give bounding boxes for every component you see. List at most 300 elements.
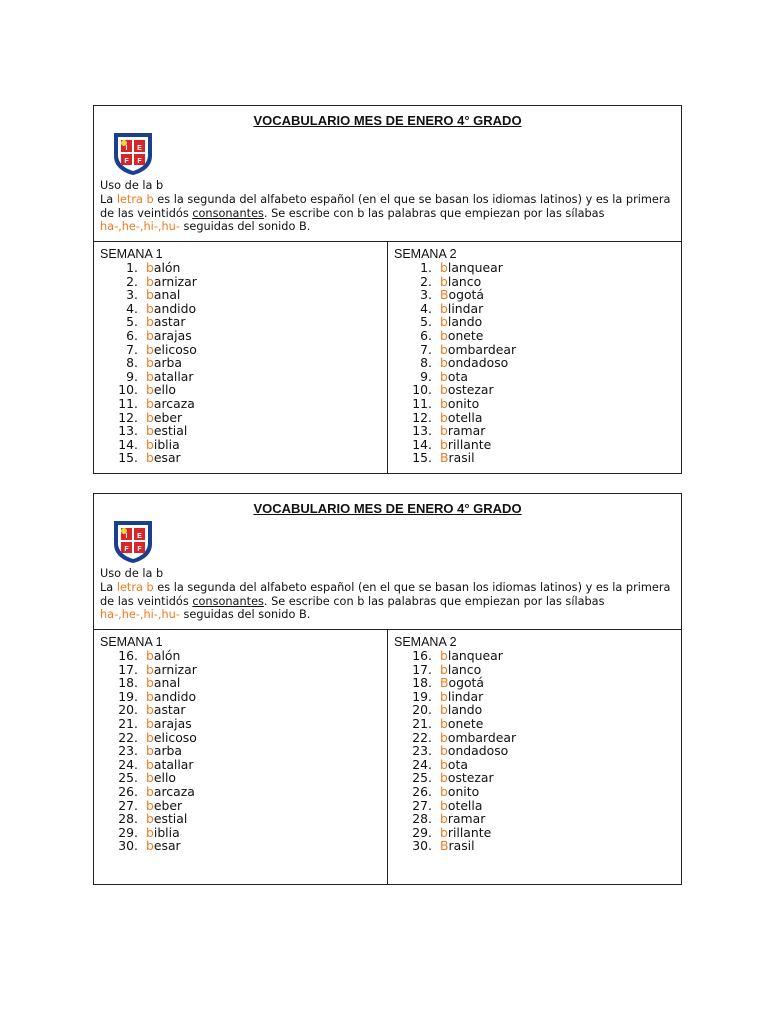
item-number: 7. <box>126 341 138 357</box>
word-rest: onito <box>447 395 480 411</box>
vocabulary-word <box>146 302 196 316</box>
list-item <box>394 839 681 853</box>
word-first-letter: b <box>146 702 154 718</box>
svg-text:F: F <box>124 158 129 165</box>
word-rest: lanquear <box>447 648 503 663</box>
list-item <box>100 799 387 813</box>
item-number: 13. <box>412 423 432 439</box>
word-rest: andido <box>153 688 197 704</box>
word-rest: ondadoso <box>447 355 509 371</box>
list-item <box>100 703 387 717</box>
svg-text:F: F <box>137 158 142 165</box>
item-number: 11. <box>412 395 432 411</box>
word-first-letter: b <box>146 327 154 343</box>
page-title: VOCABULARIO MES DE ENERO 4° GRADO <box>253 113 522 128</box>
vocabulary-word <box>146 799 182 813</box>
word-list <box>100 649 387 853</box>
item-number: 2. <box>126 273 138 289</box>
vocabulary-word <box>146 261 180 275</box>
word-rest: onete <box>447 327 484 343</box>
word-rest: lanco <box>447 661 482 677</box>
highlight-letra-b: letra b <box>116 580 154 594</box>
list-item <box>100 744 387 758</box>
word-first-letter: b <box>440 436 448 452</box>
vocabulary-word <box>440 356 508 370</box>
item-number: 21. <box>118 715 138 731</box>
item-number: 2. <box>420 273 432 289</box>
vocabulary-word <box>146 397 195 411</box>
word-rest: estial <box>153 811 188 827</box>
word-first-letter: b <box>440 783 448 799</box>
word-first-letter: b <box>146 409 154 425</box>
word-rest: estial <box>153 423 188 439</box>
vocabulary-word <box>440 771 494 785</box>
list-item <box>100 383 387 397</box>
word-rest: otella <box>447 409 483 425</box>
vocabulary-word <box>146 649 180 663</box>
item-number: 27. <box>412 797 432 813</box>
item-number: 27. <box>118 797 138 813</box>
week-column <box>387 630 681 884</box>
list-item <box>100 356 387 370</box>
item-number: 6. <box>420 327 432 343</box>
word-first-letter: b <box>146 314 154 330</box>
vocabulary-word <box>146 758 194 772</box>
vocabulary-word <box>440 424 485 438</box>
vocabulary-word <box>440 663 481 677</box>
week-column <box>387 242 681 473</box>
word-rest: lindar <box>447 688 484 704</box>
word-first-letter: b <box>440 260 448 275</box>
word-first-letter: b <box>440 729 448 745</box>
word-first-letter: b <box>440 688 448 704</box>
list-item <box>100 839 387 853</box>
intro-text-1: La <box>100 580 117 594</box>
word-first-letter: b <box>440 355 448 371</box>
list-item <box>100 731 387 745</box>
word-rest: anal <box>153 675 181 691</box>
vocabulary-word <box>440 315 482 329</box>
week-column <box>94 630 387 884</box>
word-first-letter: b <box>440 314 448 330</box>
word-first-letter: b <box>146 648 154 663</box>
item-number: 3. <box>126 287 138 303</box>
list-item <box>100 302 387 316</box>
item-number: 8. <box>420 355 432 371</box>
item-number: 14. <box>412 436 432 452</box>
item-number: 13. <box>118 423 138 439</box>
list-item <box>100 288 387 302</box>
word-first-letter: b <box>146 811 154 827</box>
item-number: 19. <box>118 688 138 704</box>
vocabulary-word <box>146 438 180 452</box>
word-rest: arcaza <box>153 395 195 411</box>
vocabulary-word <box>146 812 187 826</box>
item-number: 18. <box>118 675 138 691</box>
word-first-letter: b <box>146 838 154 854</box>
word-first-letter: b <box>146 756 154 772</box>
week-column <box>94 242 387 473</box>
vocabulary-word <box>440 649 503 663</box>
vocabulary-word <box>146 771 176 785</box>
item-number: 19. <box>412 688 432 704</box>
list-item <box>394 261 681 275</box>
intro-heading: Uso de la b <box>100 179 164 192</box>
word-first-letter: b <box>440 327 448 343</box>
word-first-letter: b <box>440 743 448 759</box>
list-item <box>394 744 681 758</box>
word-rest: ota <box>447 756 468 772</box>
word-first-letter: b <box>440 648 448 663</box>
item-number: 9. <box>126 368 138 384</box>
list-item <box>394 649 681 663</box>
word-first-letter: b <box>146 688 154 704</box>
vocabulary-word <box>146 411 182 425</box>
highlight-syllables: ha-,he-,hi-,hu- <box>100 608 180 622</box>
vocabulary-word <box>440 703 482 717</box>
word-rest: onito <box>447 783 480 799</box>
vocabulary-word <box>146 744 182 758</box>
word-rest: anal <box>153 287 181 303</box>
vocabulary-word <box>146 315 185 329</box>
word-rest: astar <box>153 702 186 718</box>
vocabulary-word <box>146 785 195 799</box>
item-number: 16. <box>118 648 138 663</box>
vocabulary-word <box>146 356 182 370</box>
vocabulary-word <box>440 370 468 384</box>
word-first-letter: b <box>440 368 448 384</box>
list-item <box>394 703 681 717</box>
item-number: 5. <box>126 314 138 330</box>
word-rest: lando <box>447 702 483 718</box>
item-number: 5. <box>420 314 432 330</box>
item-number: 1. <box>420 260 432 275</box>
word-rest: astar <box>153 314 186 330</box>
vocabulary-word <box>440 275 481 289</box>
word-rest: arnizar <box>153 661 197 677</box>
item-number: 15. <box>412 450 432 466</box>
vocabulary-word <box>440 826 491 840</box>
item-number: 22. <box>412 729 432 745</box>
list-item <box>100 438 387 452</box>
word-first-letter: b <box>440 715 448 731</box>
item-number: 29. <box>118 824 138 840</box>
word-rest: lindar <box>447 300 484 316</box>
word-rest: ello <box>153 770 176 786</box>
word-first-letter: b <box>440 661 448 677</box>
highlight-syllables: ha-,he-,hi-,hu- <box>100 220 180 234</box>
list-item <box>100 717 387 731</box>
vocabulary-word <box>440 799 482 813</box>
word-rest: ombardear <box>447 341 517 357</box>
list-item <box>394 758 681 772</box>
word-first-letter: b <box>146 423 154 439</box>
vocabulary-word <box>440 717 483 731</box>
word-first-letter: b <box>440 756 448 772</box>
list-item <box>394 424 681 438</box>
vocabulary-word <box>146 663 197 677</box>
list-item <box>394 676 681 690</box>
item-number: 30. <box>118 838 138 854</box>
vocabulary-word <box>146 451 181 465</box>
item-number: 28. <box>412 811 432 827</box>
vocabulary-word <box>146 329 192 343</box>
school-crest-icon <box>111 130 155 176</box>
word-rest: eber <box>153 797 183 813</box>
intro-text-7: seguidas del sonido B. <box>179 220 311 234</box>
weeks-table <box>94 242 681 473</box>
intro-paragraph <box>100 567 675 622</box>
word-rest: eber <box>153 409 183 425</box>
word-rest: ogotá <box>448 287 484 303</box>
word-first-letter: b <box>146 287 154 303</box>
item-number: 26. <box>412 783 432 799</box>
list-item <box>394 302 681 316</box>
list-item <box>394 690 681 704</box>
vocabulary-word <box>440 329 483 343</box>
word-first-letter: b <box>146 743 154 759</box>
vocabulary-word <box>440 411 482 425</box>
item-number: 24. <box>118 756 138 772</box>
word-list <box>394 649 681 853</box>
word-first-letter: b <box>146 273 154 289</box>
word-rest: rillante <box>447 436 492 452</box>
list-item <box>100 812 387 826</box>
vocabulary-card-1 <box>93 105 682 474</box>
intro-text-7: seguidas del sonido B. <box>179 608 311 622</box>
vocabulary-word <box>440 397 479 411</box>
word-rest: iblia <box>153 824 180 840</box>
list-item <box>100 690 387 704</box>
vocabulary-word <box>440 438 491 452</box>
school-crest-icon <box>111 518 155 564</box>
svg-text:F: F <box>137 546 142 553</box>
intro-text <box>100 581 675 622</box>
vocabulary-word <box>440 785 479 799</box>
vocabulary-word <box>146 343 197 357</box>
item-number: 12. <box>118 409 138 425</box>
weeks-table <box>94 630 681 884</box>
word-first-letter: b <box>146 341 154 357</box>
vocabulary-word <box>440 758 468 772</box>
list-item <box>100 451 387 465</box>
list-item <box>100 397 387 411</box>
item-number: 20. <box>118 702 138 718</box>
word-first-letter: b <box>440 423 448 439</box>
list-item <box>100 663 387 677</box>
word-first-letter: b <box>146 300 154 316</box>
vocabulary-word <box>146 676 180 690</box>
word-first-letter: b <box>146 824 154 840</box>
list-item <box>100 771 387 785</box>
item-number: 26. <box>118 783 138 799</box>
word-rest: ostezar <box>447 770 494 786</box>
word-first-letter: B <box>440 287 449 303</box>
vocabulary-word <box>146 424 187 438</box>
word-rest: ogotá <box>448 675 484 691</box>
svg-text:E: E <box>137 533 142 540</box>
list-item <box>100 343 387 357</box>
intro-heading: Uso de la b <box>100 567 164 580</box>
svg-text:I: I <box>125 145 128 152</box>
word-rest: elicoso <box>153 341 197 357</box>
vocabulary-word <box>146 275 197 289</box>
word-rest: alón <box>153 648 181 663</box>
word-first-letter: b <box>440 824 448 840</box>
list-item <box>100 315 387 329</box>
intro-text-1: La <box>100 192 117 206</box>
word-rest: ramar <box>447 423 486 439</box>
vocabulary-word <box>146 288 180 302</box>
word-rest: ramar <box>447 811 486 827</box>
svg-text:I: I <box>125 533 128 540</box>
vocabulary-word <box>146 383 176 397</box>
item-number: 6. <box>126 327 138 343</box>
item-number: 25. <box>118 770 138 786</box>
word-first-letter: b <box>440 341 448 357</box>
vocabulary-word <box>146 370 194 384</box>
word-first-letter: B <box>440 838 449 854</box>
word-rest: lanco <box>447 273 482 289</box>
word-first-letter: B <box>440 450 449 466</box>
vocabulary-word <box>440 690 483 704</box>
list-item <box>394 356 681 370</box>
svg-text:F: F <box>124 546 129 553</box>
word-list <box>394 261 681 465</box>
week-label: SEMANA 1 <box>100 635 163 649</box>
word-first-letter: b <box>146 797 154 813</box>
word-first-letter: b <box>440 409 448 425</box>
card-header <box>94 106 681 242</box>
item-number: 10. <box>412 382 432 398</box>
list-item <box>394 771 681 785</box>
list-item <box>394 663 681 677</box>
item-number: 25. <box>412 770 432 786</box>
vocabulary-word <box>440 744 508 758</box>
list-item <box>394 383 681 397</box>
list-item <box>394 812 681 826</box>
word-first-letter: b <box>146 355 154 371</box>
word-first-letter: b <box>146 770 154 786</box>
word-rest: atallar <box>153 756 194 772</box>
vocabulary-word <box>146 731 197 745</box>
list-item <box>394 717 681 731</box>
list-item <box>394 315 681 329</box>
item-number: 18. <box>412 675 432 691</box>
word-rest: arnizar <box>153 273 197 289</box>
vocabulary-word <box>146 826 180 840</box>
vocabulary-word <box>146 717 192 731</box>
list-item <box>394 275 681 289</box>
item-number: 16. <box>412 648 432 663</box>
intro-text-3: es la segunda del alfabeto español (en el que se basan los idiomas latinos) y es la primera de las veintidós <box>100 580 671 608</box>
word-rest: rillante <box>447 824 492 840</box>
word-rest: arcaza <box>153 783 195 799</box>
vocabulary-card-2 <box>93 493 682 885</box>
item-number: 23. <box>118 743 138 759</box>
list-item <box>394 288 681 302</box>
item-number: 3. <box>420 287 432 303</box>
item-number: 9. <box>420 368 432 384</box>
word-rest: alón <box>153 260 181 275</box>
item-number: 17. <box>118 661 138 677</box>
word-first-letter: b <box>440 273 448 289</box>
word-rest: iblia <box>153 436 180 452</box>
page-title: VOCABULARIO MES DE ENERO 4° GRADO <box>253 501 522 516</box>
item-number: 4. <box>420 300 432 316</box>
word-rest: elicoso <box>153 729 197 745</box>
card-header <box>94 494 681 630</box>
item-number: 7. <box>420 341 432 357</box>
word-first-letter: b <box>146 715 154 731</box>
item-number: 10. <box>118 382 138 398</box>
list-item <box>100 261 387 275</box>
word-rest: onete <box>447 715 484 731</box>
intro-text <box>100 193 675 234</box>
vocabulary-word <box>440 302 483 316</box>
list-item <box>394 343 681 357</box>
word-first-letter: b <box>146 382 154 398</box>
word-rest: ello <box>153 382 176 398</box>
list-item <box>100 649 387 663</box>
item-number: 12. <box>412 409 432 425</box>
item-number: 24. <box>412 756 432 772</box>
item-number: 4. <box>126 300 138 316</box>
list-item <box>100 826 387 840</box>
word-first-letter: b <box>146 729 154 745</box>
item-number: 29. <box>412 824 432 840</box>
word-rest: ombardear <box>447 729 517 745</box>
word-rest: ota <box>447 368 468 384</box>
vocabulary-word <box>440 812 485 826</box>
vocabulary-word <box>146 839 181 853</box>
week-label: SEMANA 2 <box>394 247 457 261</box>
word-first-letter: b <box>440 300 448 316</box>
week-label: SEMANA 2 <box>394 635 457 649</box>
list-item <box>394 397 681 411</box>
list-item <box>100 411 387 425</box>
word-list <box>100 261 387 465</box>
list-item <box>394 826 681 840</box>
word-rest: esar <box>153 450 181 466</box>
vocabulary-word <box>146 690 196 704</box>
word-first-letter: b <box>440 382 448 398</box>
vocabulary-word <box>440 839 475 853</box>
word-rest: atallar <box>153 368 194 384</box>
item-number: 20. <box>412 702 432 718</box>
word-first-letter: b <box>146 436 154 452</box>
list-item <box>100 370 387 384</box>
word-first-letter: b <box>146 368 154 384</box>
list-item <box>100 424 387 438</box>
word-first-letter: b <box>440 395 448 411</box>
word-first-letter: b <box>146 395 154 411</box>
word-rest: ostezar <box>447 382 494 398</box>
word-rest: arba <box>153 743 183 759</box>
list-item <box>100 275 387 289</box>
word-rest: arajas <box>153 327 192 343</box>
word-rest: arajas <box>153 715 192 731</box>
svg-text:E: E <box>137 145 142 152</box>
vocabulary-word <box>440 676 484 690</box>
item-number: 21. <box>412 715 432 731</box>
word-rest: andido <box>153 300 197 316</box>
vocabulary-word <box>146 703 185 717</box>
vocabulary-word <box>440 731 516 745</box>
list-item <box>100 676 387 690</box>
item-number: 22. <box>118 729 138 745</box>
item-number: 15. <box>118 450 138 466</box>
